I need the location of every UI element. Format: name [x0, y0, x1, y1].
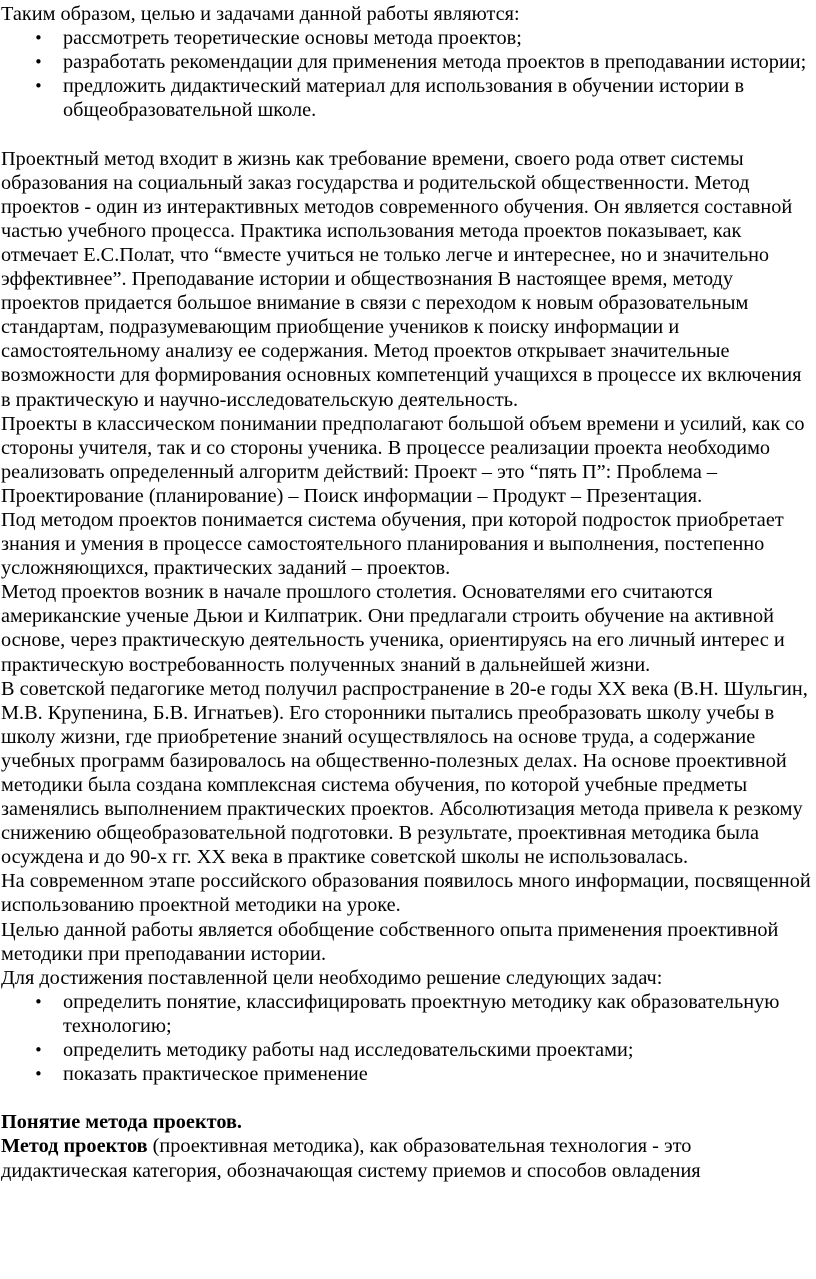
list-item: • определить методику работы над исследовательскими проектами;	[63, 1038, 812, 1062]
intro-paragraph: Таким образом, целью и задачами данной работы являются:	[1, 3, 520, 25]
body-paragraph: Под методом проектов понимается система обучения, при которой подросток приобретает знания и умения в процессе самостоятельного планирования и выполнения, постепенно усложняющихся, практических заданий – проектов.	[1, 508, 784, 580]
body-paragraph: Проектный метод входит в жизнь как требование времени, своего рода ответ системы образования на социальный заказ государства и родительской общественности. Метод проектов - один из интерактивных методов современного обучения. Он является составной частью учебного процесса. Практика использования метода проектов показывает, как отмечает Е.С.Полат, что “вместе учиться не только легче и интереснее, но и значительно эффективнее”. Преподавание истории и обществознания В настоящее время, методу проектов придается большое внимание в связи с переходом к новым образовательным стандартам, подразумевающим приобщение учеников к поиску информации и самостоятельному анализу ее содержания. Метод проектов открывает значительные возможности для формирования основных компетенций учащихся в процессе их включения в практическую и научно-исследовательскую деятельность.	[1, 147, 802, 411]
definition-paragraph	[1, 1134, 812, 1182]
definition-term: Метод проектов	[1, 1135, 148, 1158]
definition-text: (проективная методика), как образовательная технология - это дидактическая категория, обозначающая систему приемов и способов овладения	[1, 1135, 701, 1182]
body-paragraph: Целью данной работы является обобщение собственного опыта применения проективной методики при преподавании истории.	[1, 918, 779, 965]
body-paragraph: Для достижения поставленной цели необходимо решение следующих задач:	[1, 966, 663, 989]
list-item: • разработать рекомендации для применения метода проектов в преподавании истории;	[63, 50, 812, 74]
blank-line	[1, 122, 812, 146]
list-item: • предложить дидактический материал для использования в обучении истории в общеобразовательной школе.	[63, 74, 812, 122]
tasks-list	[1, 26, 812, 122]
goals-list	[1, 990, 812, 1086]
list-item: • рассмотреть теоретические основы метода проектов;	[63, 26, 812, 50]
blank-line	[1, 1086, 812, 1110]
list-item: • показать практическое применение	[63, 1062, 812, 1086]
list-item: • определить понятие, классифицировать проектную методику как образовательную технологию;	[63, 990, 812, 1038]
body-paragraph: Метод проектов возник в начале прошлого столетия. Основателями его считаются американские ученые Дьюи и Килпатрик. Они предлагали строить обучение на активной основе, через практическую деятельность ученика, ориентируясь на его личный интерес и практическую востребованность полученных знаний в дальнейшей жизни.	[1, 581, 785, 676]
body-paragraph: На современном этапе российского образования появилось много информации, посвященной использованию проектной методики на уроке.	[1, 870, 811, 917]
body-paragraph: Проекты в классическом понимании предполагают большой объем времени и усилий, как со стороны учителя, так и со стороны ученика. В процессе реализации проекта необходимо реализовать определенный алгоритм действий: Проект – это “пять П”: Проблема – Проектирование (планирование) – Поиск информации – Продукт – Презентация.	[1, 412, 805, 507]
section-heading: Понятие метода проектов.	[1, 1111, 242, 1134]
body-paragraph: В советской педагогике метод получил распространение в 20-е годы XX века (В.Н. Шульгин, М.В. Крупенина, Б.В. Игнатьев). Его сторонники пытались преобразовать школу учебы в школу жизни, где приобретение знаний осуществлялось на основе труда, а содержание учебных программ базировалось на общественно-полезных делах. На основе проективной методики была создана комплексная система обучения, по которой учебные предметы заменялись выполнением практических проектов. Абсолютизация метода привела к резкому снижению общеобразовательной подготовки. В результате, проективная методика была осуждена и до 90-х гг. XX века в практике советской школы не использовалась.	[1, 677, 808, 869]
